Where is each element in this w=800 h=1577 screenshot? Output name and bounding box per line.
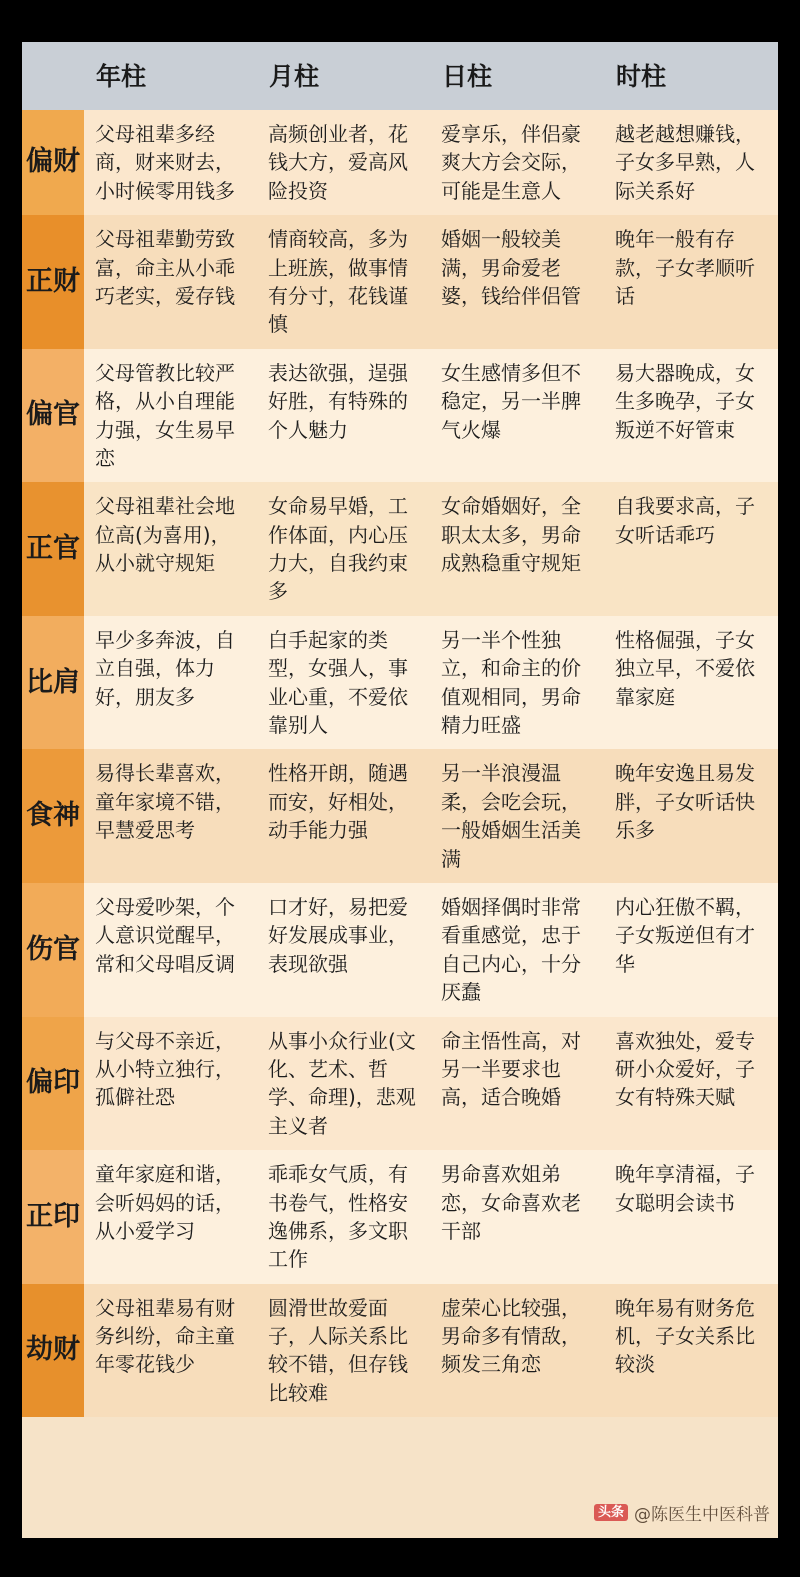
table-row <box>22 1150 778 1284</box>
column-header-hour-pillar: 时柱 <box>604 42 778 110</box>
toutiao-logo-icon: 头条 <box>594 1504 628 1521</box>
row-header-pian-guan: 偏官 <box>22 349 84 483</box>
cell-pian-yin-hour: 喜欢独处，爱专研小众爱好，子女有特殊天赋 <box>604 1017 778 1151</box>
cell-zheng-yin-month: 乖乖女气质，有书卷气，性格安逸佛系，多文职工作 <box>257 1150 430 1284</box>
cell-pian-yin-day: 命主悟性高，对另一半要求也高，适合晚婚 <box>430 1017 604 1151</box>
table-row <box>22 883 778 1017</box>
cell-pian-guan-hour: 易大器晚成，女生多晚孕，子女叛逆不好管束 <box>604 349 778 483</box>
table-row <box>22 1017 778 1151</box>
cell-shi-shen-year: 易得长辈喜欢，童年家境不错，早慧爱思考 <box>84 749 257 883</box>
table-row <box>22 616 778 750</box>
cell-bi-jian-day: 另一半个性独立，和命主的价值观相同，男命精力旺盛 <box>430 616 604 750</box>
cell-shang-guan-day: 婚姻择偶时非常看重感觉，忠于自己内心，十分厌蠢 <box>430 883 604 1017</box>
cell-zheng-yin-hour: 晚年享清福，子女聪明会读书 <box>604 1150 778 1284</box>
cell-pian-cai-day: 爱享乐，伴侣豪爽大方会交际，可能是生意人 <box>430 110 604 215</box>
cell-zheng-yin-day: 男命喜欢姐弟恋，女命喜欢老干部 <box>430 1150 604 1284</box>
watermark-text: @陈医生中医科普 <box>634 1505 770 1525</box>
table-row <box>22 749 778 883</box>
cell-jie-cai-hour: 晚年易有财务危机，子女关系比较淡 <box>604 1284 778 1418</box>
header-corner <box>22 42 84 110</box>
cell-shang-guan-year: 父母爱吵架，个人意识觉醒早，常和父母唱反调 <box>84 883 257 1017</box>
cell-shi-shen-hour: 晚年安逸且易发胖，子女听话快乐多 <box>604 749 778 883</box>
table-header <box>22 42 778 110</box>
cell-pian-guan-year: 父母管教比较严格，从小自理能力强，女生易早恋 <box>84 349 257 483</box>
cell-pian-yin-month: 从事小众行业(文化、艺术、哲学、命理)，悲观主义者 <box>257 1017 430 1151</box>
header-row <box>22 42 778 110</box>
bazi-table-container <box>22 42 778 1538</box>
cell-pian-guan-day: 女生感情多但不稳定，另一半脾气火爆 <box>430 349 604 483</box>
cell-shi-shen-day: 另一半浪漫温柔，会吃会玩，一般婚姻生活美满 <box>430 749 604 883</box>
cell-jie-cai-day: 虚荣心比较强，男命多有情敌，频发三角恋 <box>430 1284 604 1418</box>
row-header-zheng-guan: 正官 <box>22 482 84 616</box>
cell-zheng-yin-year: 童年家庭和谐，会听妈妈的话，从小爱学习 <box>84 1150 257 1284</box>
cell-pian-cai-month: 高频创业者，花钱大方，爱高风险投资 <box>257 110 430 215</box>
table-row <box>22 1284 778 1418</box>
column-header-day-pillar: 日柱 <box>430 42 604 110</box>
cell-zheng-cai-year: 父母祖辈勤劳致富，命主从小乖巧老实，爱存钱 <box>84 215 257 349</box>
row-header-pian-yin: 偏印 <box>22 1017 84 1151</box>
table-row <box>22 110 778 215</box>
row-header-jie-cai: 劫财 <box>22 1284 84 1418</box>
bazi-table <box>22 42 778 1417</box>
column-header-month-pillar: 月柱 <box>257 42 430 110</box>
table-row <box>22 215 778 349</box>
cell-shang-guan-hour: 内心狂傲不羁，子女叛逆但有才华 <box>604 883 778 1017</box>
cell-zheng-guan-hour: 自我要求高，子女听话乖巧 <box>604 482 778 616</box>
cell-pian-guan-month: 表达欲强，逞强好胜，有特殊的个人魅力 <box>257 349 430 483</box>
table-row <box>22 482 778 616</box>
cell-zheng-cai-day: 婚姻一般较美满，男命爱老婆，钱给伴侣管 <box>430 215 604 349</box>
table-body <box>22 110 778 1417</box>
watermark <box>594 1500 770 1525</box>
row-header-zheng-cai: 正财 <box>22 215 84 349</box>
cell-jie-cai-year: 父母祖辈易有财务纠纷，命主童年零花钱少 <box>84 1284 257 1418</box>
table-row <box>22 349 778 483</box>
cell-jie-cai-month: 圆滑世故爱面子，人际关系比较不错，但存钱比较难 <box>257 1284 430 1418</box>
cell-pian-yin-year: 与父母不亲近，从小特立独行，孤僻社恐 <box>84 1017 257 1151</box>
cell-bi-jian-month: 白手起家的类型，女强人，事业心重，不爱依靠别人 <box>257 616 430 750</box>
cell-bi-jian-hour: 性格倔强，子女独立早，不爱依靠家庭 <box>604 616 778 750</box>
cell-pian-cai-hour: 越老越想赚钱，子女多早熟，人际关系好 <box>604 110 778 215</box>
row-header-shang-guan: 伤官 <box>22 883 84 1017</box>
cell-shi-shen-month: 性格开朗，随遇而安，好相处，动手能力强 <box>257 749 430 883</box>
cell-zheng-guan-year: 父母祖辈社会地位高(为喜用)，从小就守规矩 <box>84 482 257 616</box>
cell-shang-guan-month: 口才好，易把爱好发展成事业，表现欲强 <box>257 883 430 1017</box>
row-header-pian-cai: 偏财 <box>22 110 84 215</box>
cell-bi-jian-year: 早少多奔波，自立自强，体力好，朋友多 <box>84 616 257 750</box>
cell-pian-cai-year: 父母祖辈多经商，财来财去，小时候零用钱多 <box>84 110 257 215</box>
cell-zheng-cai-hour: 晚年一般有存款，子女孝顺听话 <box>604 215 778 349</box>
row-header-shi-shen: 食神 <box>22 749 84 883</box>
row-header-zheng-yin: 正印 <box>22 1150 84 1284</box>
cell-zheng-guan-month: 女命易早婚，工作体面，内心压力大，自我约束多 <box>257 482 430 616</box>
cell-zheng-guan-day: 女命婚姻好，全职太太多，男命成熟稳重守规矩 <box>430 482 604 616</box>
row-header-bi-jian: 比肩 <box>22 616 84 750</box>
cell-zheng-cai-month: 情商较高，多为上班族，做事情有分寸，花钱谨慎 <box>257 215 430 349</box>
column-header-year-pillar: 年柱 <box>84 42 257 110</box>
